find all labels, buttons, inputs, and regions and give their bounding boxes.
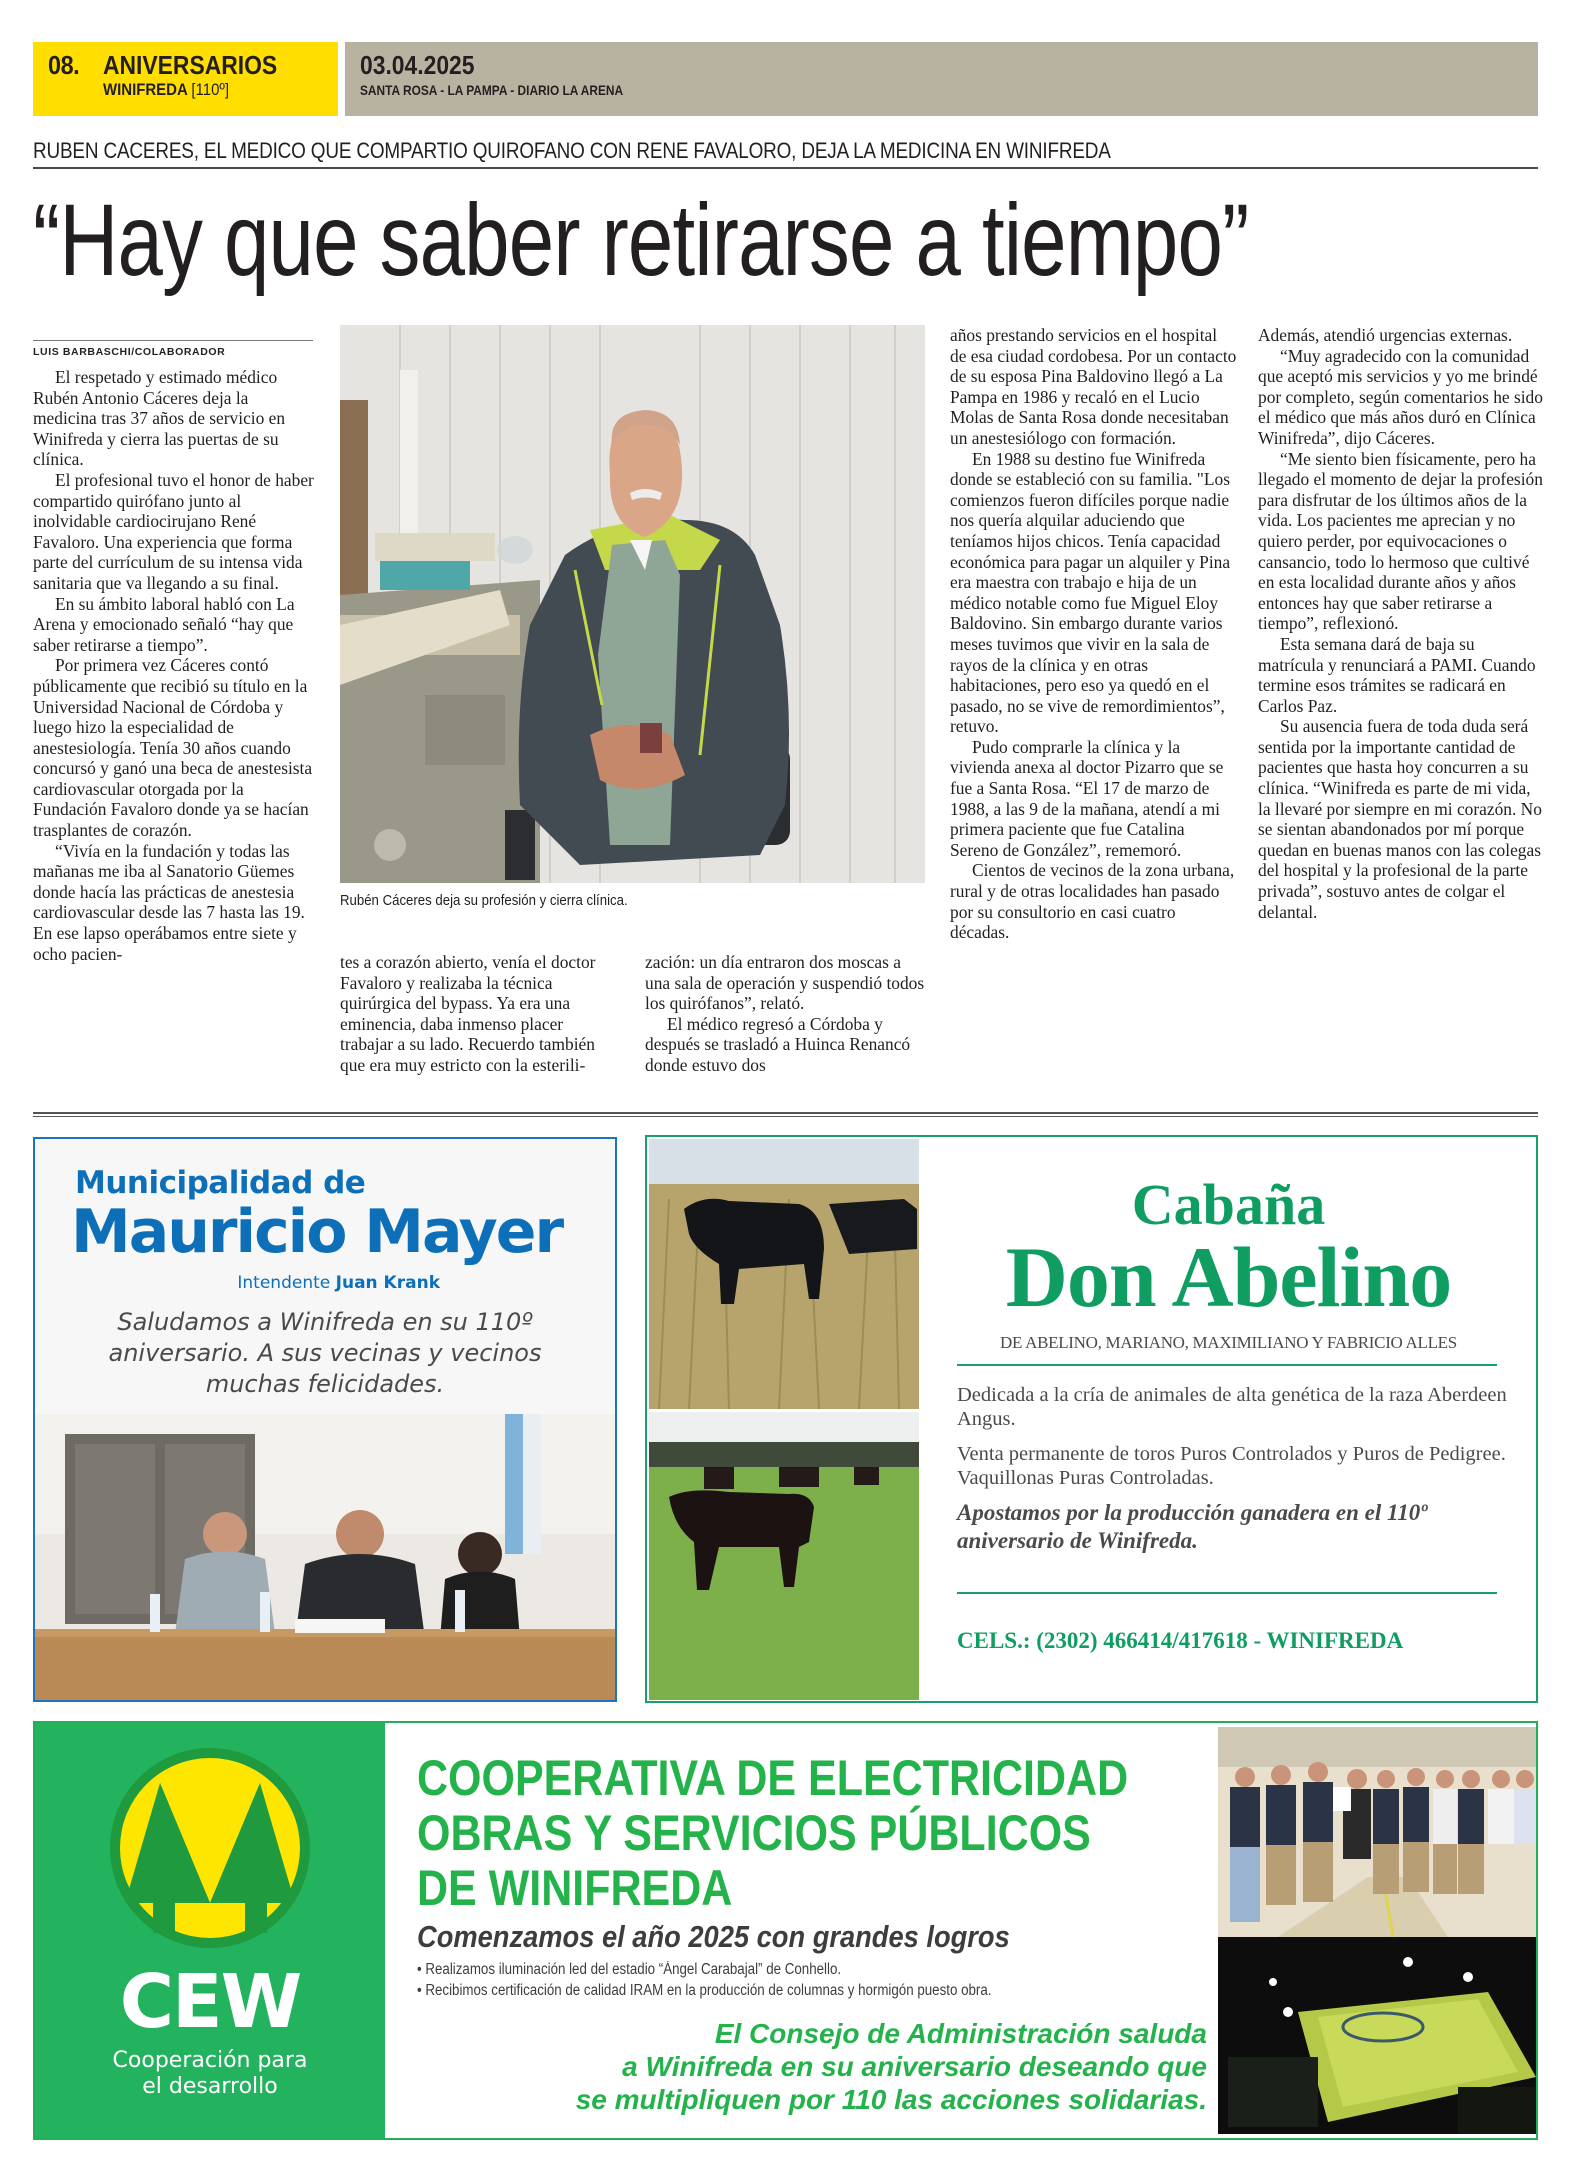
ad-phone: CELS.: (2302) 466414/417618 - WINIFREDA [957, 1628, 1404, 1653]
paragraph: Su ausencia fuera de toda duda será sentida por la importante cantidad de pacientes que hasta hoy concurren a su clínica. “Winifreda es parte de mi vida, la llevaré por siempre en mi corazón. No se sientan abandonados por mí porque quedan en buenas manos con las colegas del hospital y la profesional de la parte privada”, sostuvo antes de colgar el delantal. [1258, 716, 1542, 922]
ad-photo-stadium [1218, 1937, 1536, 2134]
meeting-illustration [35, 1414, 615, 1702]
ad-cooperativa-cew [33, 1721, 1538, 2140]
paragraph: Esta semana dará de baja su matrícula y renunciará a PAMI. Cuando termine esos trámites se radicará en Carlos Paz. [1258, 633, 1536, 716]
paragraph: zación: un día entraron dos moscas a una sala de operación y suspendió todos los quirófanos”, relató. [645, 952, 925, 1014]
ad-photo-cattle-stubble [649, 1139, 919, 1409]
header-bar [345, 42, 1538, 116]
article-photo [340, 325, 925, 883]
ad-title-line1: Cabaña [1131, 1172, 1326, 1237]
ad-greeting [417, 2017, 1207, 2116]
team-illustration [1218, 1727, 1536, 1937]
ad-title-line1: Municipalidad de [75, 1165, 366, 1201]
list-item: • Realizamos iluminación led del estadio “Ángel Carabajal” de Conhello. [417, 1959, 991, 1980]
article-column-2 [340, 952, 620, 1076]
paragraph: años prestando servicios en el hospital de esa ciudad cordobesa. Por un contacto de su esposa Pina Baldovino llegó a La Pampa en 1986 y recaló en el Lucio Molas de Santa Rosa donde necesitaban un anestesiólogo con formación. [950, 325, 1237, 448]
logo-tagline [35, 2048, 385, 2100]
ad-photo-meeting [35, 1414, 615, 1702]
mayor-label: Intendente [237, 1273, 331, 1293]
byline: LUIS BARBASCHI/COLABORADOR [33, 346, 226, 358]
ad-title-line: DE WINIFREDA [417, 1860, 733, 1916]
photo-caption: Rubén Cáceres deja su profesión y cierra clínica. [340, 892, 628, 909]
paragraph: “Muy agradecido con la comunidad que aceptó mis servicios y yo me brindé por completo, según comentarios he sido el médico que más años duró en Clínica Winifreda”, dijo Cáceres. [1258, 345, 1543, 448]
ad-description-2: Venta permanente de toros Puros Controlados y Puros de Pedigree. Vaquillonas Puras Controladas. [957, 1443, 1506, 1489]
paragraph: En 1988 su destino fue Winifreda donde se estableció con su familia. "Los comienzos fueron difíciles porque nadie nos quería alquilar aduciendo que teníamos hijos chicos. Tenía capacidad económica para pagar un alquiler y Pina era maestra con trabajo e hija de un médico notable como fue Miguel Eloy Baldovino. Sin embargo durante varios meses tuvimos que vivir en la sala de rayos de la clínica y en otras habitaciones, pero eso ya quedó en el pasado, no se vive de remordimientos”, retuvo. [950, 448, 1231, 737]
mayor-name: Juan Krank [335, 1273, 440, 1293]
ad-title-line: OBRAS Y SERVICIOS PÚBLICOS [417, 1805, 1091, 1861]
divider [957, 1364, 1497, 1366]
paragraph: En su ámbito laboral habló con La Arena y emocionado señaló “hay que saber retirarse a tiempo”. [33, 593, 295, 655]
section-name: ANIVERSARIOS [103, 50, 278, 80]
article-column-1 [33, 367, 315, 964]
paragraph: Por primera vez Cáceres contó públicamente que recibió su título en la Universidad Nacional de Córdoba y luego hizo la especialidad de anestesiología. Tenía 30 años cuando concursó y ganó una beca de anestesista cardiovascular otorgada por la Fundación Favaloro donde ya se hacían trasplantes de corazón. [33, 655, 313, 841]
divider [957, 1592, 1497, 1594]
greeting-line: se multipliquen por 110 las acciones solidarias. [575, 2084, 1207, 2115]
logo-tagline-line2: el desarrollo [142, 2074, 278, 2099]
article-column-3 [645, 952, 925, 1076]
divider [33, 1112, 1538, 1114]
ad-cabana-don-abelino [645, 1135, 1538, 1703]
logo-text: CEW [119, 1959, 301, 2045]
ad-title-line: COOPERATIVA DE ELECTRICIDAD [417, 1750, 1129, 1806]
publication-place: SANTA ROSA - LA PAMPA - DIARIO LA ARENA [360, 82, 624, 98]
ad-slogan: Apostamos por la producción ganadera en el 110º aniversario de Winifreda. [957, 1500, 1428, 1553]
paragraph: Cientos de vecinos de la zona urbana, rural y de otras localidades han pasado por su consultorio en casi cuatro décadas. [950, 860, 1235, 943]
ad-achievements-list [417, 1959, 991, 2001]
list-item: • Recibimos certificación de calidad IRAM en la producción de columnas y hormigón puesto obra. [417, 1980, 991, 2001]
ad-photo-cattle-pasture [649, 1412, 919, 1700]
divider [33, 1116, 1538, 1117]
section-number: 08. [48, 50, 80, 80]
ad-municipalidad [33, 1137, 617, 1702]
ad-photo-team [1218, 1727, 1536, 1937]
section-sub-town: WINIFREDA [103, 80, 188, 99]
divider [33, 340, 313, 341]
paragraph: Pudo comprarle la clínica y la vivienda anexa al doctor Pizarro que se fue a Santa Rosa. “El 17 de marzo de 1988, a las 9 de la mañana, atendí a mi primera paciente que fue Catalina Sereno de González”, rememoró. [950, 736, 1224, 860]
ad-owners: DE ABELINO, MARIANO, MAXIMILIANO Y FABRICIO ALLES [1000, 1333, 1457, 1352]
paragraph: El respetado y estimado médico Rubén Antonio Cáceres deja la medicina tras 37 años de servicio en Winifreda y cierra las puertas de su clínica. [33, 367, 286, 470]
cew-emblem-icon [35, 1723, 385, 1963]
ad-title-line2: Don Abelino [1005, 1229, 1452, 1325]
ad-description-1: Dedicada a la cría de animales de alta genética de la raza Aberdeen Angus. [957, 1384, 1507, 1430]
stadium-illustration [1218, 1937, 1536, 2134]
article-column-4 [950, 325, 1237, 943]
paragraph: “Me siento bien físicamente, pero ha llegado el momento de dejar la profesión para disfrutar de los últimos años de la vida. Los pacientes me aprecian y no quiero perder, por equivocaciones o cansancio, todo lo hermoso que cultivé en esta localidad durante años y años entonces hay que saber retirarse a tiempo”, reflexionó. [1258, 448, 1543, 634]
article-kicker: RUBEN CACERES, EL MEDICO QUE COMPARTIO QUIROFANO CON RENE FAVALORO, DEJA LA MEDICINA EN WINIFREDA [33, 138, 1111, 163]
ad-title-line2: Mauricio Mayer [71, 1197, 563, 1267]
ad-title [417, 1751, 1128, 1916]
greeting-line: El Consejo de Administración saluda [714, 2018, 1207, 2049]
paragraph: tes a corazón abierto, venía el doctor Favaloro y realizaba la técnica quirúrgica del bypass. Ya era una eminencia, daba inmenso placer trabajar a su lado. Recuerdo también que era muy estricto con la esterili- [340, 952, 596, 1075]
ad-mayor [35, 1273, 615, 1293]
article-column-5 [1258, 325, 1543, 922]
ad-slogan: Comenzamos el año 2025 con grandes logros [417, 1919, 1010, 1954]
article-headline: “Hay que saber retirarse a tiempo” [33, 183, 1249, 297]
section-sub-anniversary: [110º] [191, 80, 230, 99]
divider [33, 167, 1538, 169]
paragraph: El profesional tuvo el honor de haber compartido quirófano junto al inolvidable cardiocirujano René Favaloro. Una experiencia que forma parte del currículum de su intensa vida sanitaria que va llegando a su final. [33, 469, 314, 593]
logo-tagline-line1: Cooperación para [112, 2048, 308, 2073]
cew-logo [35, 1723, 385, 2138]
pasture-illustration [649, 1412, 919, 1700]
portrait-illustration [340, 325, 925, 883]
section-subtitle [103, 80, 229, 100]
issue-date: 03.04.2025 [360, 50, 475, 80]
paragraph: El médico regresó a Córdoba y después se trasladó a Huinca Renancó donde estuvo dos [645, 1013, 911, 1075]
cattle-illustration [649, 1139, 919, 1409]
paragraph: Además, atendió urgencias externas. [1258, 325, 1513, 345]
greeting-line: a Winifreda en su aniversario deseando que [622, 2051, 1207, 2082]
ad-message: Saludamos a Winifreda en su 110º aniversario. A sus vecinas y vecinos muchas felicidades. [108, 1308, 542, 1398]
paragraph: “Vivía en la fundación y todas las mañanas me iba al Sanatorio Güemes donde hacía las prácticas de anestesia cardiovascular desde las 7 hasta las 19. En ese lapso operábamos entre siete y ocho pacien- [33, 840, 305, 964]
